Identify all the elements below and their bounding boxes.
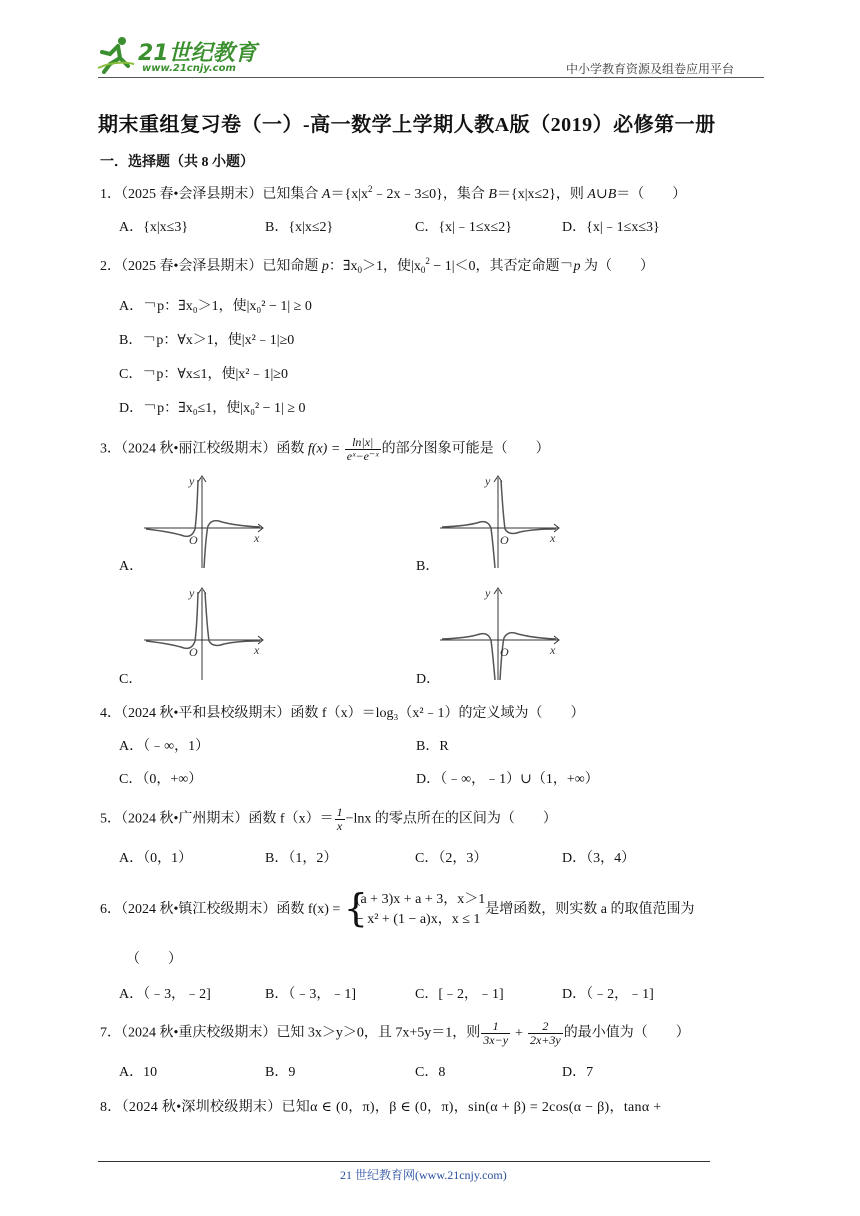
header-right-text: 中小学教育资源及组卷应用平台	[566, 62, 735, 76]
question-5-option-d[interactable]: D．（3，4）	[562, 851, 636, 866]
question-5-option-c[interactable]: C．（2，3）	[415, 851, 488, 866]
question-6-paren: （ ）	[126, 952, 182, 967]
logo-main-text: 21世纪教育	[138, 41, 257, 66]
page-title: 期末重组复习卷（一）-高一数学上学期人教A版（2019）必修第一册	[98, 114, 716, 136]
axis-x-label-a: x	[254, 531, 260, 545]
question-6-option-c[interactable]: C．[﹣2，﹣1]	[415, 987, 504, 1002]
header-divider	[98, 77, 764, 78]
origin-label-a: O	[189, 533, 198, 547]
question-7-option-b[interactable]: B．9	[265, 1065, 296, 1080]
question-5-stem: 5．（2024 秋•广州期末）函数 f（x）＝ $\frac{1}{x}$ −lnx 的零点所在的区间为（ ）	[100, 805, 557, 833]
axis-y-label-c: y	[189, 586, 195, 600]
question-7-option-d[interactable]: D．7	[562, 1065, 594, 1080]
axis-x-label-c: x	[254, 643, 260, 657]
footer-divider	[98, 1161, 710, 1162]
question-2-option-c[interactable]: C．￢p：∀x≤1，使|x²﹣1|≥0	[119, 367, 288, 382]
question-6-option-b[interactable]: B．（﹣3，﹣1]	[265, 987, 356, 1002]
axis-x-label-b: x	[550, 531, 556, 545]
question-7-option-c[interactable]: C．8	[415, 1065, 446, 1080]
question-2-option-d[interactable]: D．￢p：∃x₀≤1，使|x₀² − 1| ≥ 0	[119, 401, 306, 416]
footer-text[interactable]: 21 世纪教育网(www.21cnjy.com)	[340, 1168, 507, 1182]
question-1-option-a[interactable]: A．{x|x≤3}	[119, 220, 189, 235]
question-2-option-a[interactable]: A．￢p：∃x₀＞1，使|x₀² − 1| ≥ 0	[119, 299, 312, 314]
runner-logo-icon	[96, 34, 136, 74]
question-1-option-b[interactable]: B．{x|x≤2}	[265, 220, 334, 235]
graph-d-label[interactable]: D．	[416, 672, 441, 687]
question-5-option-a[interactable]: A．（0，1）	[119, 851, 193, 866]
axis-x-label-d: x	[550, 643, 556, 657]
question-6-stem: 6．（2024 秋•镇江校级期末）函数 f(x) = { (a + 3)x + a + 3，x＞1 − x² + (1 − a)x，x ≤ 1 是增函数，则实数 a 的取值范围为	[100, 886, 695, 930]
question-8-stem: 8．（2024 秋•深圳校级期末）已知α ∈ (0，π)，β ∈ (0，π)，sin(α + β) = 2cos(α − β)，tanα +	[100, 1100, 662, 1115]
origin-label-c: O	[189, 645, 198, 659]
question-4-option-d[interactable]: D．（﹣∞，﹣1）∪（1，+∞）	[416, 772, 599, 787]
origin-label-d: O	[500, 645, 509, 659]
axis-y-label-a: y	[189, 474, 195, 488]
question-7-option-a[interactable]: A．10	[119, 1065, 158, 1080]
graph-option-c[interactable]	[142, 586, 266, 682]
question-4-option-c[interactable]: C．（0，+∞）	[119, 772, 203, 787]
question-3-stem: 3．（2024 秋•丽江校级期末）函数 f(x) = $\frac{\ln|x|}{\text{eˣ−e⁻ˣ}}$ 的部分图象可能是（ ）	[100, 435, 550, 463]
graph-option-a[interactable]	[142, 474, 266, 570]
graph-c-label[interactable]: C．	[119, 672, 143, 687]
axis-y-label-b: y	[485, 474, 491, 488]
question-4-option-b[interactable]: B．R	[416, 739, 449, 754]
question-6-option-d[interactable]: D．（﹣2，﹣1]	[562, 987, 654, 1002]
graph-a-label[interactable]: A．	[119, 559, 144, 574]
axis-y-label-d: y	[485, 586, 491, 600]
question-4-stem: 4．（2024 秋•平和县校级期末）函数 f（x）＝log₃（x²﹣1）的定义域为（ ）	[100, 706, 585, 721]
question-2-option-b[interactable]: B．￢p：∀x＞1，使|x²﹣1|≥0	[119, 333, 295, 348]
section-heading: 一．选择题（共 8 小题）	[100, 155, 254, 170]
question-1-option-c[interactable]: C．{x|﹣1≤x≤2}	[415, 220, 512, 235]
question-7-stem: 7．（2024 秋•重庆校级期末）已知 3x＞y＞0，且 7x+5y＝1，则 $\frac{1}{3x-y}$ + $\frac{2}{2x+3y}$ 的最小值为（ ）	[100, 1019, 690, 1047]
graph-option-b[interactable]	[438, 474, 562, 570]
logo-url-text: www.21cnjy.com	[142, 63, 236, 74]
question-1-option-d[interactable]: D．{x|﹣1≤x≤3}	[562, 220, 660, 235]
question-1-stem: 1．（2025 春•会泽县期末）已知集合 $A=\{x|x^2﹣2x﹣3\le 0\}$，集合 B＝{x|x≤2}，则 A∪B＝（ ）	[100, 184, 687, 202]
logo	[96, 34, 266, 76]
question-2-stem: 2．（2025 春•会泽县期末）已知命题 p：$\exists x_0>1$，使$|x_0^2 - 1|<0$，其否定命题￢p 为（ ）	[100, 256, 655, 275]
piecewise-function: { (a + 3)x + a + 3，x＞1 − x² + (1 − a)x，x ≤ 1	[343, 886, 486, 930]
question-5-option-b[interactable]: B．（1，2）	[265, 851, 338, 866]
question-4-option-a[interactable]: A．（﹣∞，1）	[119, 739, 210, 754]
graph-option-d[interactable]	[438, 586, 562, 682]
origin-label-b: O	[500, 533, 509, 547]
graph-b-label[interactable]: B．	[416, 559, 440, 574]
question-6-option-a[interactable]: A．（﹣3，﹣2]	[119, 987, 211, 1002]
